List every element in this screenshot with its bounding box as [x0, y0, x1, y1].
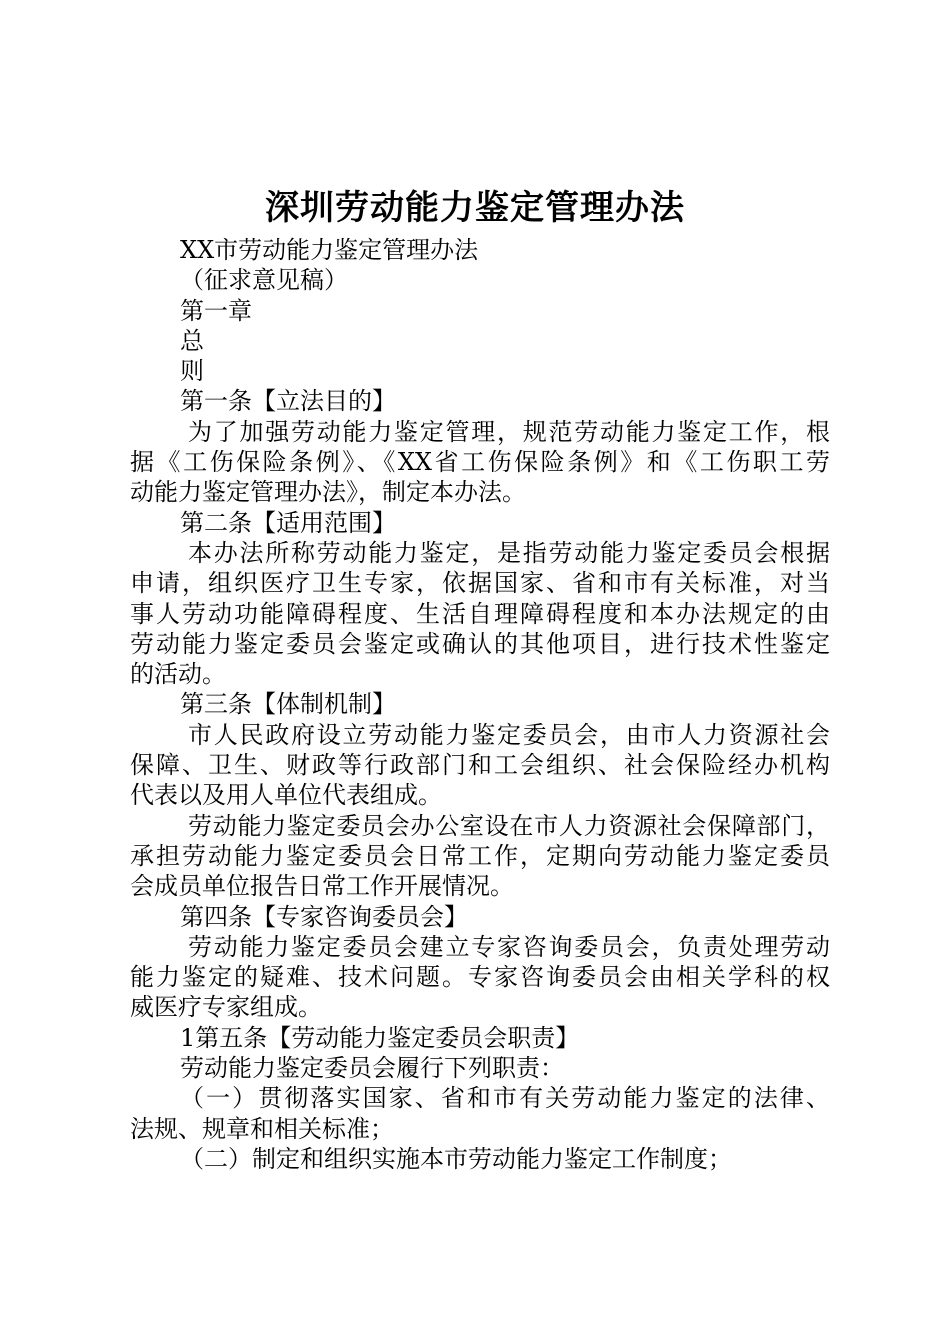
doc-line: 代表以及用人单位代表组成。 — [130, 781, 442, 810]
doc-line: 本办法所称劳动能力鉴定，是指劳动能力鉴定委员会根据 — [188, 538, 830, 567]
doc-line: （征求意见稿） — [180, 266, 348, 295]
doc-line: 保障、卫生、财政等行政部门和工会组织、社会保险经办机构 — [130, 751, 830, 780]
doc-line: 申请，组织医疗卫生专家，依据国家、省和市有关标准，对当 — [130, 569, 830, 598]
doc-line: 动能力鉴定管理办法》，制定本办法。 — [130, 478, 526, 507]
doc-line: 威医疗专家组成。 — [130, 993, 322, 1022]
doc-line: 劳动能力鉴定委员会履行下列职责： — [180, 1054, 564, 1083]
doc-line: （一）贯彻落实国家、省和市有关劳动能力鉴定的法律、 — [180, 1084, 830, 1113]
chapter-title-char: 总 — [180, 326, 204, 355]
doc-line: 事人劳动功能障碍程度、生活自理障碍程度和本办法规定的由 — [130, 599, 830, 628]
doc-line: 的活动。 — [130, 660, 226, 689]
doc-line: 劳动能力鉴定委员会建立专家咨询委员会，负责处理劳动 — [188, 932, 830, 961]
doc-line: 能力鉴定的疑难、技术问题。专家咨询委员会由相关学科的权 — [130, 963, 830, 992]
chapter-title-char: 则 — [180, 357, 204, 386]
article-heading: 第四条【专家咨询委员会】 — [180, 902, 468, 931]
doc-line: 据《工伤保险条例》、《XX省工伤保险条例》和《工伤职工劳 — [130, 448, 830, 477]
article-heading: 第二条【适用范围】 — [180, 508, 396, 537]
doc-line: 市人民政府设立劳动能力鉴定委员会，由市人力资源社会 — [188, 720, 830, 749]
document-body — [130, 235, 830, 1174]
article-heading: 第一条【立法目的】 — [180, 387, 396, 416]
doc-line: 承担劳动能力鉴定委员会日常工作，定期向劳动能力鉴定委员 — [130, 841, 830, 870]
article-heading: 1第五条【劳动能力鉴定委员会职责】 — [180, 1023, 580, 1052]
doc-line: XX市劳动能力鉴定管理办法 — [180, 236, 479, 264]
article-heading: 第三条【体制机制】 — [180, 690, 396, 719]
doc-line: 为了加强劳动能力鉴定管理，规范劳动能力鉴定工作，根 — [188, 417, 830, 446]
doc-line: 会成员单位报告日常工作开展情况。 — [130, 872, 514, 901]
document-title: 深圳劳动能力鉴定管理办法 — [265, 188, 685, 228]
chapter-heading: 第一章 — [180, 296, 252, 325]
doc-line: 法规、规章和相关标准； — [130, 1114, 394, 1143]
doc-line: （二）制定和组织实施本市劳动能力鉴定工作制度； — [180, 1144, 732, 1173]
doc-line: 劳动能力鉴定委员会鉴定或确认的其他项目，进行技术性鉴定 — [130, 629, 830, 658]
doc-line: 劳动能力鉴定委员会办公室设在市人力资源社会保障部门， — [188, 811, 830, 840]
